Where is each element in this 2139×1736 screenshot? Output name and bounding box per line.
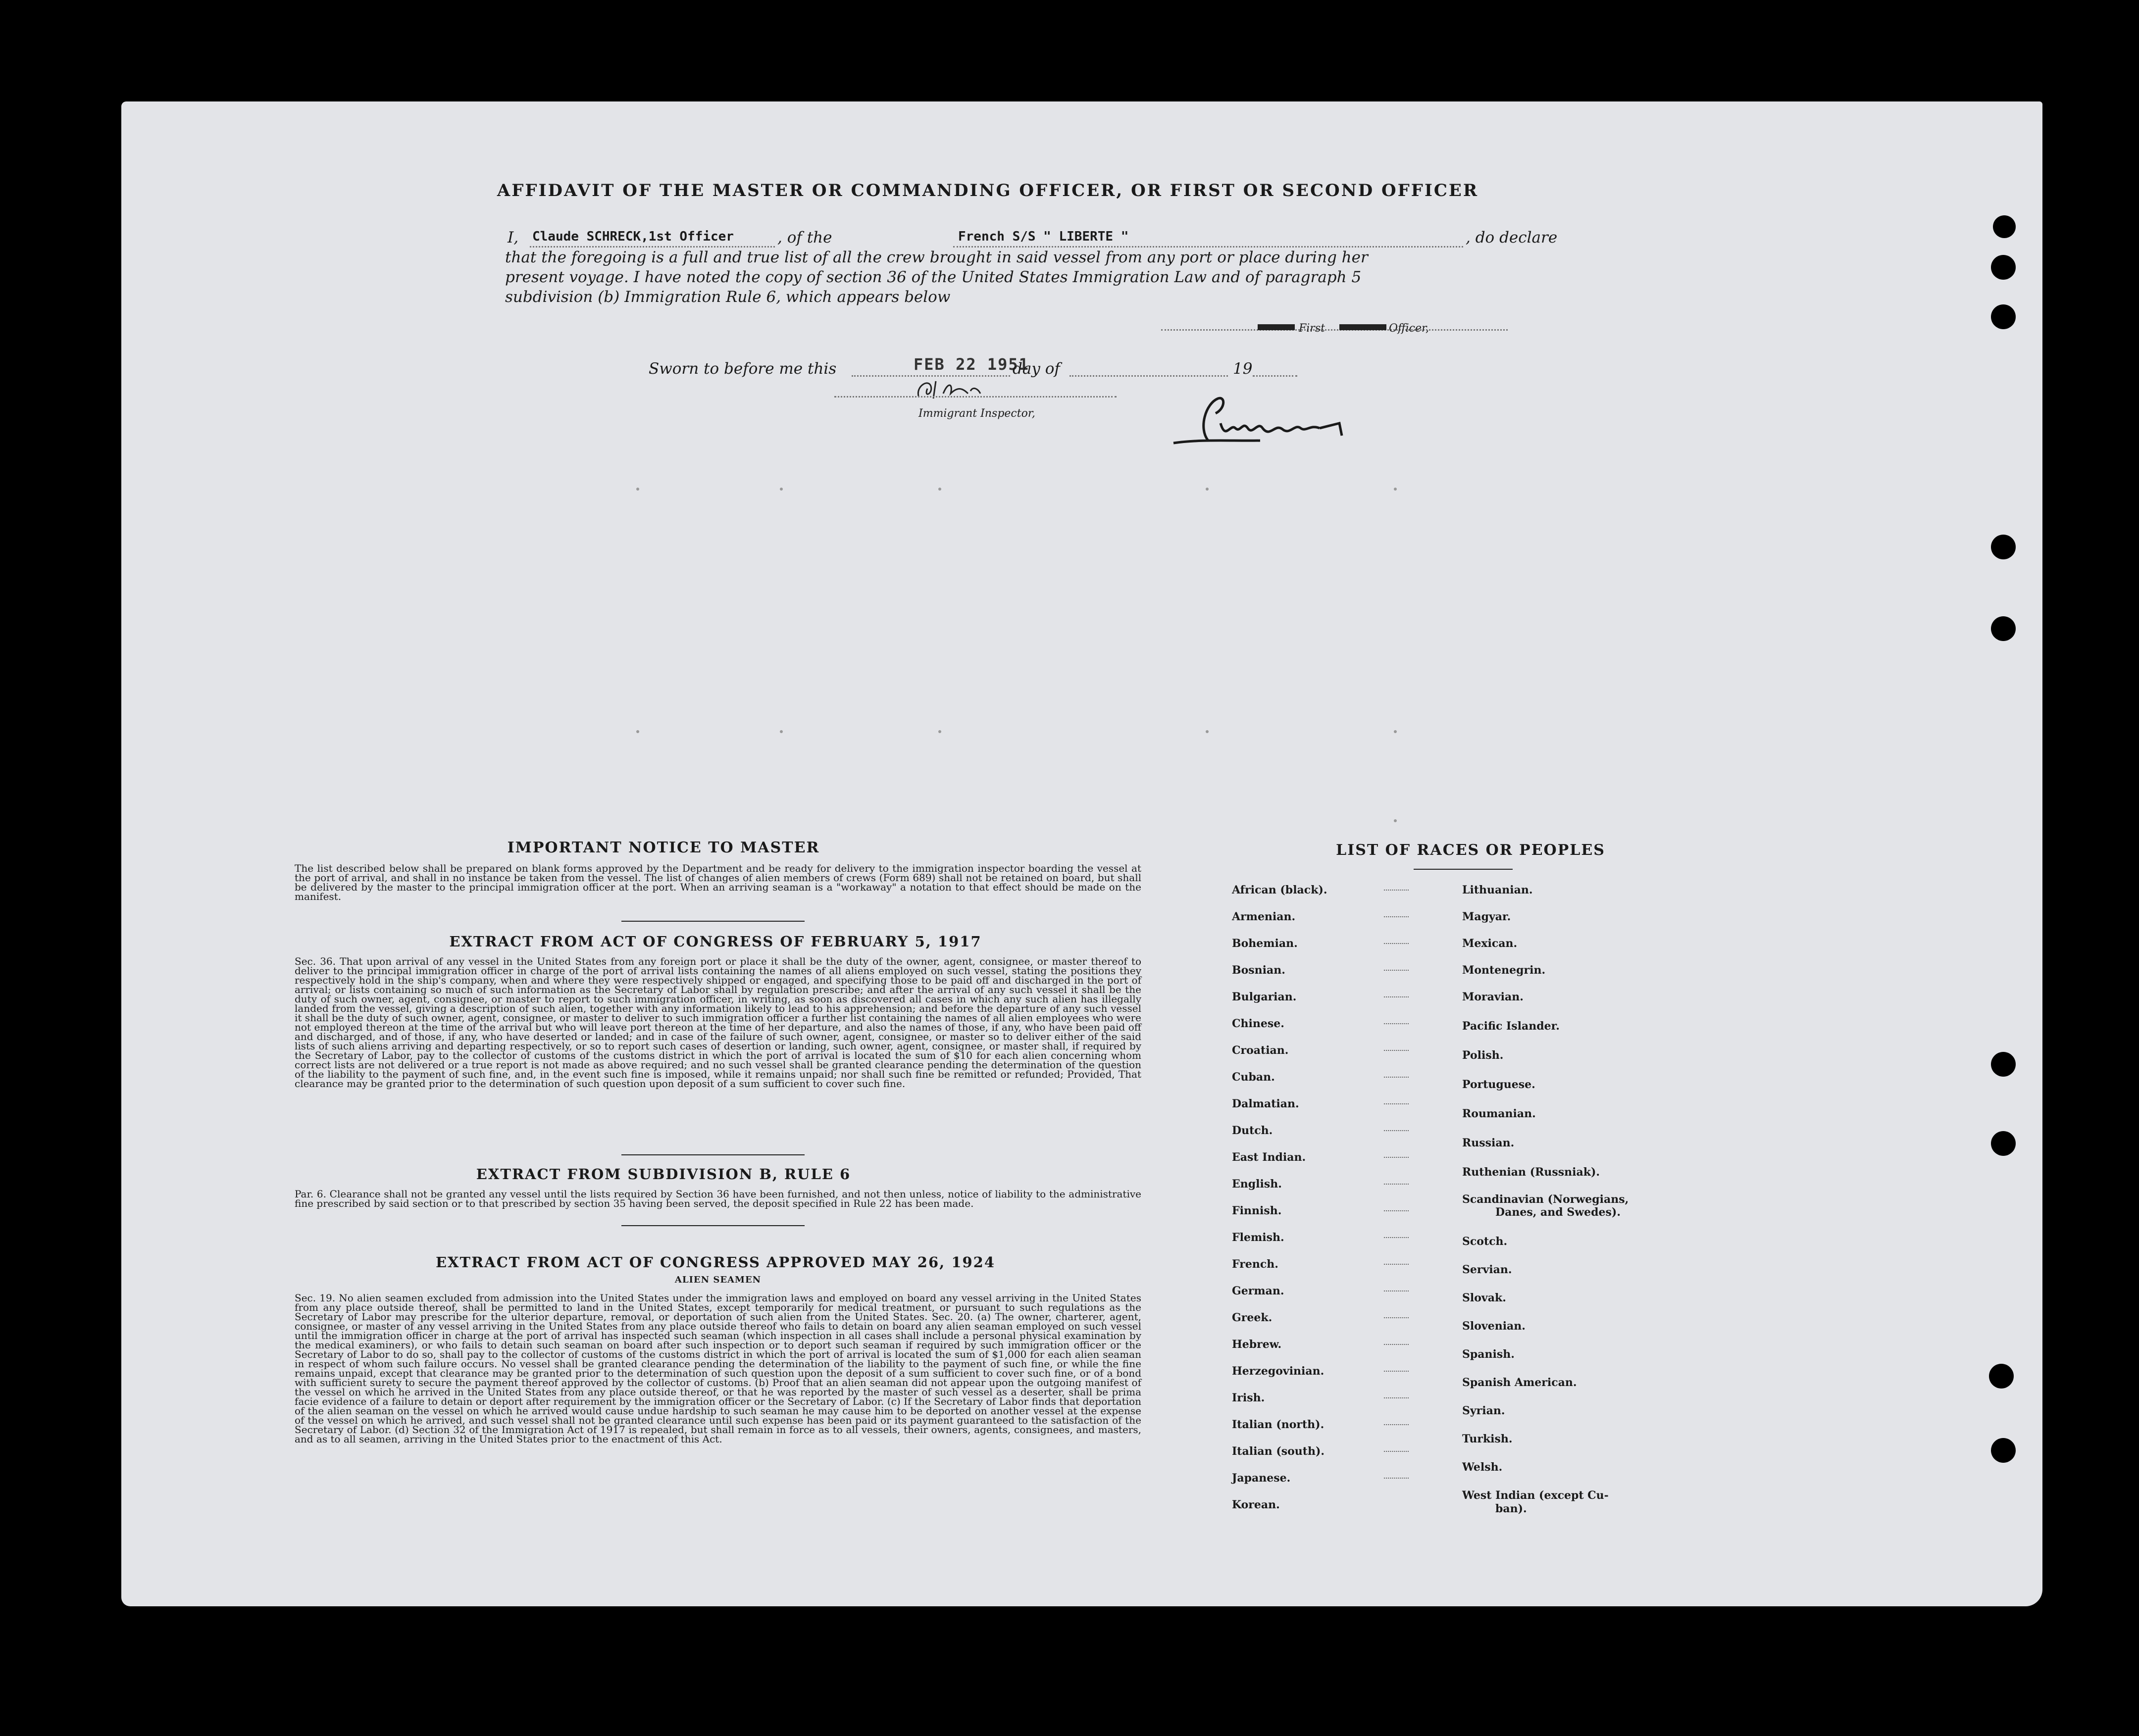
- punch-hole: [1989, 1364, 2014, 1389]
- struck-text: [1258, 324, 1295, 330]
- race-item: Danes, and Swedes).: [1495, 1206, 1621, 1219]
- declaration-do-declare: , do declare: [1466, 229, 1558, 247]
- column-mark: [938, 488, 941, 491]
- race-item: Scotch.: [1462, 1235, 1508, 1248]
- race-item: Magyar.: [1462, 910, 1511, 923]
- sworn-year-line: [1253, 375, 1297, 377]
- column-mark: [1394, 819, 1397, 822]
- declaration-line-4: subdivision (b) Immigration Rule 6, which appears below: [505, 288, 951, 306]
- year-prefix: 19: [1233, 360, 1253, 378]
- declaration-line-2: that the foregoing is a full and true list of all the crew brought in said vessel from any port or place during her: [505, 248, 1368, 266]
- extract1-divider: [621, 1154, 805, 1155]
- column-mark: [780, 730, 783, 733]
- punch-hole: [1991, 1438, 2016, 1463]
- column-mark: [1394, 730, 1397, 733]
- punch-hole: [1991, 304, 2016, 329]
- race-item: Polish.: [1462, 1049, 1504, 1062]
- race-item: Bulgarian.: [1232, 991, 1297, 1003]
- race-item: Cuban.: [1232, 1071, 1275, 1084]
- punch-hole: [1993, 215, 2016, 238]
- race-item: Irish.: [1232, 1391, 1265, 1404]
- officer-suffix: Officer,: [1389, 322, 1429, 335]
- race-item: Russian.: [1462, 1137, 1515, 1149]
- race-item: West Indian (except Cu-: [1462, 1489, 1609, 1502]
- race-item: Herzegovinian.: [1232, 1365, 1324, 1378]
- race-item: Servian.: [1462, 1263, 1512, 1276]
- extract3-heading: EXTRACT FROM ACT OF CONGRESS APPROVED MAY 26, 1924: [435, 1254, 996, 1271]
- punch-hole: [1991, 616, 2016, 641]
- race-item: Greek.: [1232, 1311, 1273, 1324]
- column-mark: [636, 488, 639, 491]
- vessel-name: French S/S " LIBERTE ": [958, 229, 1129, 244]
- column-mark: [1206, 730, 1209, 733]
- race-item: ban).: [1495, 1502, 1527, 1515]
- race-item: Pacific Islander.: [1462, 1020, 1560, 1033]
- punch-hole: [1991, 1052, 2016, 1077]
- sworn-month-line: [1070, 375, 1228, 377]
- punch-hole: [1991, 255, 2016, 280]
- date-stamp: FEB 22 1951: [914, 355, 1029, 374]
- inspector-line: [834, 396, 1117, 397]
- extract2-divider: [621, 1225, 805, 1226]
- document-page: [121, 101, 2042, 1606]
- race-item: Hebrew.: [1232, 1338, 1282, 1351]
- race-item: Chinese.: [1232, 1017, 1284, 1030]
- race-item: English.: [1232, 1178, 1282, 1190]
- race-item: Dalmatian.: [1232, 1097, 1299, 1110]
- extract2-text: Par. 6. Clearance shall not be granted any vessel until the lists required by Section 36 have been furnished, and not then unless, notice of liability to the administrative fine prescribed by said section or to that prescribed by section 35 having been served, the deposit specified in Rule 22 has been made.: [295, 1188, 1141, 1209]
- race-item: Spanish.: [1462, 1348, 1515, 1361]
- race-item: East Indian.: [1232, 1151, 1306, 1164]
- notice-divider: [621, 921, 805, 922]
- column-mark: [1206, 488, 1209, 491]
- race-item: Italian (south).: [1232, 1445, 1325, 1458]
- race-item: Turkish.: [1462, 1433, 1513, 1445]
- race-item: Croatian.: [1232, 1044, 1289, 1057]
- column-mark: [636, 730, 639, 733]
- extract3-text: Sec. 19. No alien seamen excluded from admission into the United States under the immigration laws and employed on board any vessel arriving in the United States from any place outside thereof, shall be permitted to land in the United States, except temporarily for medical treatment, or pursuant to such regulations as the Secretary of Labor may prescribe for the ulterior departure, removal, or deportation of such alien from the United States. Sec. 20. (a) The owner, charterer, agent, consignee, or master of any vessel arriving in the United States from any place outside thereof who fails to detain on board any alien seaman employed on such vessel until the immigration officer in charge at the port of arrival has inspected such seaman (which inspection in all cases shall include a personal physical examination by the medical examiners), or who fails to detain such seaman on board after such inspection or to deport such seaman if required by such immigration officer or the Secretary of Labor to do so, shall pay to the collector of customs of the customs district in which the port of arrival is located the sum of $1,000 for each alien seaman in respect of whom such failure occurs. No vessel shall be granted clearance pending the determination of the liability to the payment of such fine, or while the fine remains unpaid, except that clearance may be granted prior to the determination of such question upon the deposit of a sum sufficient to cover such fine, or of a bond with sufficient surety to secure the payment thereof approved by the collector of customs. (b) Proof that an alien seaman did not appear upon the outgoing manifest of the vessel on which he arrived in the United States from any place outside thereof, or that he was reported by the master of such vessel as a deserter, shall be prima facie evidence of a failure to detain or deport after requirement by the immigration officer or the Secretary of Labor. (c) If the Secretary of Labor finds that deportation of the alien seaman on the vessel on which he arrived would cause undue hardship to such seaman he may cause him to be deported on another vessel at the expense of the vessel on which he arrived, and such vessel shall not be granted clearance until such expense has been paid or its payment guaranteed to the satisfaction of the Secretary of Labor. (d) Section 32 of the Immigration Act of 1917 is repealed, but shall remain in force as to all vessels, their owners, agents, consignees, and masters, and as to all seamen, arriving in the United States prior to the enactment of this Act.: [295, 1292, 1141, 1445]
- punch-hole: [1991, 535, 2016, 559]
- race-item: Flemish.: [1232, 1231, 1284, 1244]
- column-mark: [1394, 488, 1397, 491]
- extract1-heading: EXTRACT FROM ACT OF CONGRESS OF FEBRUARY 5, 1917: [449, 933, 982, 950]
- declaration-i: I,: [508, 229, 519, 247]
- race-item: Slovak.: [1462, 1291, 1506, 1304]
- race-item: Welsh.: [1462, 1461, 1503, 1474]
- officer-title: First: [1299, 322, 1325, 335]
- race-item: Slovenian.: [1462, 1320, 1526, 1333]
- officer-name: Claude SCHRECK,1st Officer: [532, 229, 734, 244]
- race-item: Italian (north).: [1232, 1418, 1324, 1431]
- day-of-label: day of: [1013, 360, 1060, 378]
- race-item: French.: [1232, 1258, 1278, 1271]
- race-item: Ruthenian (Russniak).: [1462, 1166, 1600, 1179]
- race-item: Syrian.: [1462, 1404, 1505, 1417]
- race-item: Montenegrin.: [1462, 964, 1546, 977]
- inspector-signature: [914, 376, 983, 406]
- race-item: Lithuanian.: [1462, 884, 1533, 896]
- notice-text: The list described below shall be prepared on blank forms approved by the Department and be ready for delivery to the immigration inspector boarding the vessel at the port of arrival, and shall in no instance be taken from the vessel. The list of changes of alien members of crews (Form 689) shall not be retained on board, but shall be delivered by the master to the principal immigration officer at the port. When an arriving seaman is a "workaway" a notation to that effect should be made on the manifest.: [295, 862, 1141, 902]
- extract1-text: Sec. 36. That upon arrival of any vessel in the United States from any foreign port or place it shall be the duty of the owner, agent, consignee, or master thereof to deliver to the principal immigration officer in charge of the port of arrival lists containing the names of all aliens employed on such vessel, stating the positions they respectively hold in the ship's company, when and where they were respectively shipped or engaged, and specifying those to be paid off and discharged in the port of arrival; or lists containing so much of such information as the Secretary of Labor shall by regulation prescribe; and after the arrival of any such vessel it shall be the duty of such owner, agent, consignee, or master to report to such immigration officer, in writing, as soon as discovered all cases in which any such alien has illegally landed from the vessel, giving a description of such alien, together with any information likely to lead to his apprehension; and before the departure of any such vessel it shall be the duty of such owner, agent, consignee, or master to deliver to such immigration officer a further list containing the names of all alien employees who were not employed thereon at the time of the arrival but who will leave port thereon at the time of her departure, and also the names of those, if any, who have been paid off and discharged, and of those, if any, who have deserted or landed; and in case of the failure of such owner, agent, consignee, or master so to deliver either of the said lists of such aliens arriving and departing respectively, or so to report such cases of desertion or landing, such owner, agent, consignee, or master shall, if required by the Secretary of Labor, pay to the collector of customs of the customs district in which the port of arrival is located the sum of $10 for each alien concerning whom correct lists are not delivered or a true report is not made as above required; and no such vessel shall be granted clearance pending the determination of the question of the liability to the payment of such fine, and, in the event such fine is imposed, while it remains unpaid; nor shall such fine be remitted or refunded; Provided, That clearance may be granted prior to the determination of such question upon deposit of a sum sufficient to cover such fine.: [295, 955, 1141, 1090]
- race-item: Portuguese.: [1462, 1078, 1535, 1091]
- column-mark: [938, 730, 941, 733]
- punch-hole: [1991, 1131, 2016, 1156]
- race-item: Mexican.: [1462, 937, 1518, 950]
- race-item: Armenian.: [1232, 910, 1296, 923]
- race-item: Moravian.: [1462, 991, 1524, 1003]
- affidavit-title: AFFIDAVIT OF THE MASTER OR COMMANDING OFFICER, OR FIRST OR SECOND OFFICER: [497, 181, 1479, 200]
- race-item: Finnish.: [1232, 1204, 1282, 1217]
- race-item: African (black).: [1232, 884, 1327, 896]
- officer-signature: [1171, 394, 1369, 453]
- race-item: German.: [1232, 1285, 1284, 1297]
- officer-signature-line: [1161, 329, 1508, 331]
- race-item: Scandinavian (Norwegians,: [1462, 1193, 1629, 1206]
- races-heading: LIST OF RACES OR PEOPLES: [1336, 842, 1605, 859]
- races-divider: [1414, 869, 1513, 870]
- extract3-subheading: ALIEN SEAMEN: [674, 1275, 762, 1285]
- extract2-heading: EXTRACT FROM SUBDIVISION B, RULE 6: [476, 1166, 851, 1183]
- race-item: Roumanian.: [1462, 1107, 1536, 1120]
- race-item: Korean.: [1232, 1498, 1280, 1511]
- race-item: Bohemian.: [1232, 937, 1298, 950]
- declaration-of-the: , of the: [777, 229, 832, 247]
- sworn-to-label: Sworn to before me this: [649, 360, 837, 378]
- struck-text: [1339, 324, 1386, 330]
- race-item: Spanish American.: [1462, 1376, 1577, 1389]
- inspector-label: Immigrant Inspector,: [918, 407, 1035, 420]
- race-item: Dutch.: [1232, 1124, 1273, 1137]
- declaration-line-3: present voyage. I have noted the copy of section 36 of the United States Immigration Law and of paragraph 5: [505, 268, 1362, 286]
- column-mark: [780, 488, 783, 491]
- race-item: Bosnian.: [1232, 964, 1285, 977]
- race-item: Japanese.: [1232, 1472, 1291, 1485]
- notice-heading: IMPORTANT NOTICE TO MASTER: [507, 839, 820, 856]
